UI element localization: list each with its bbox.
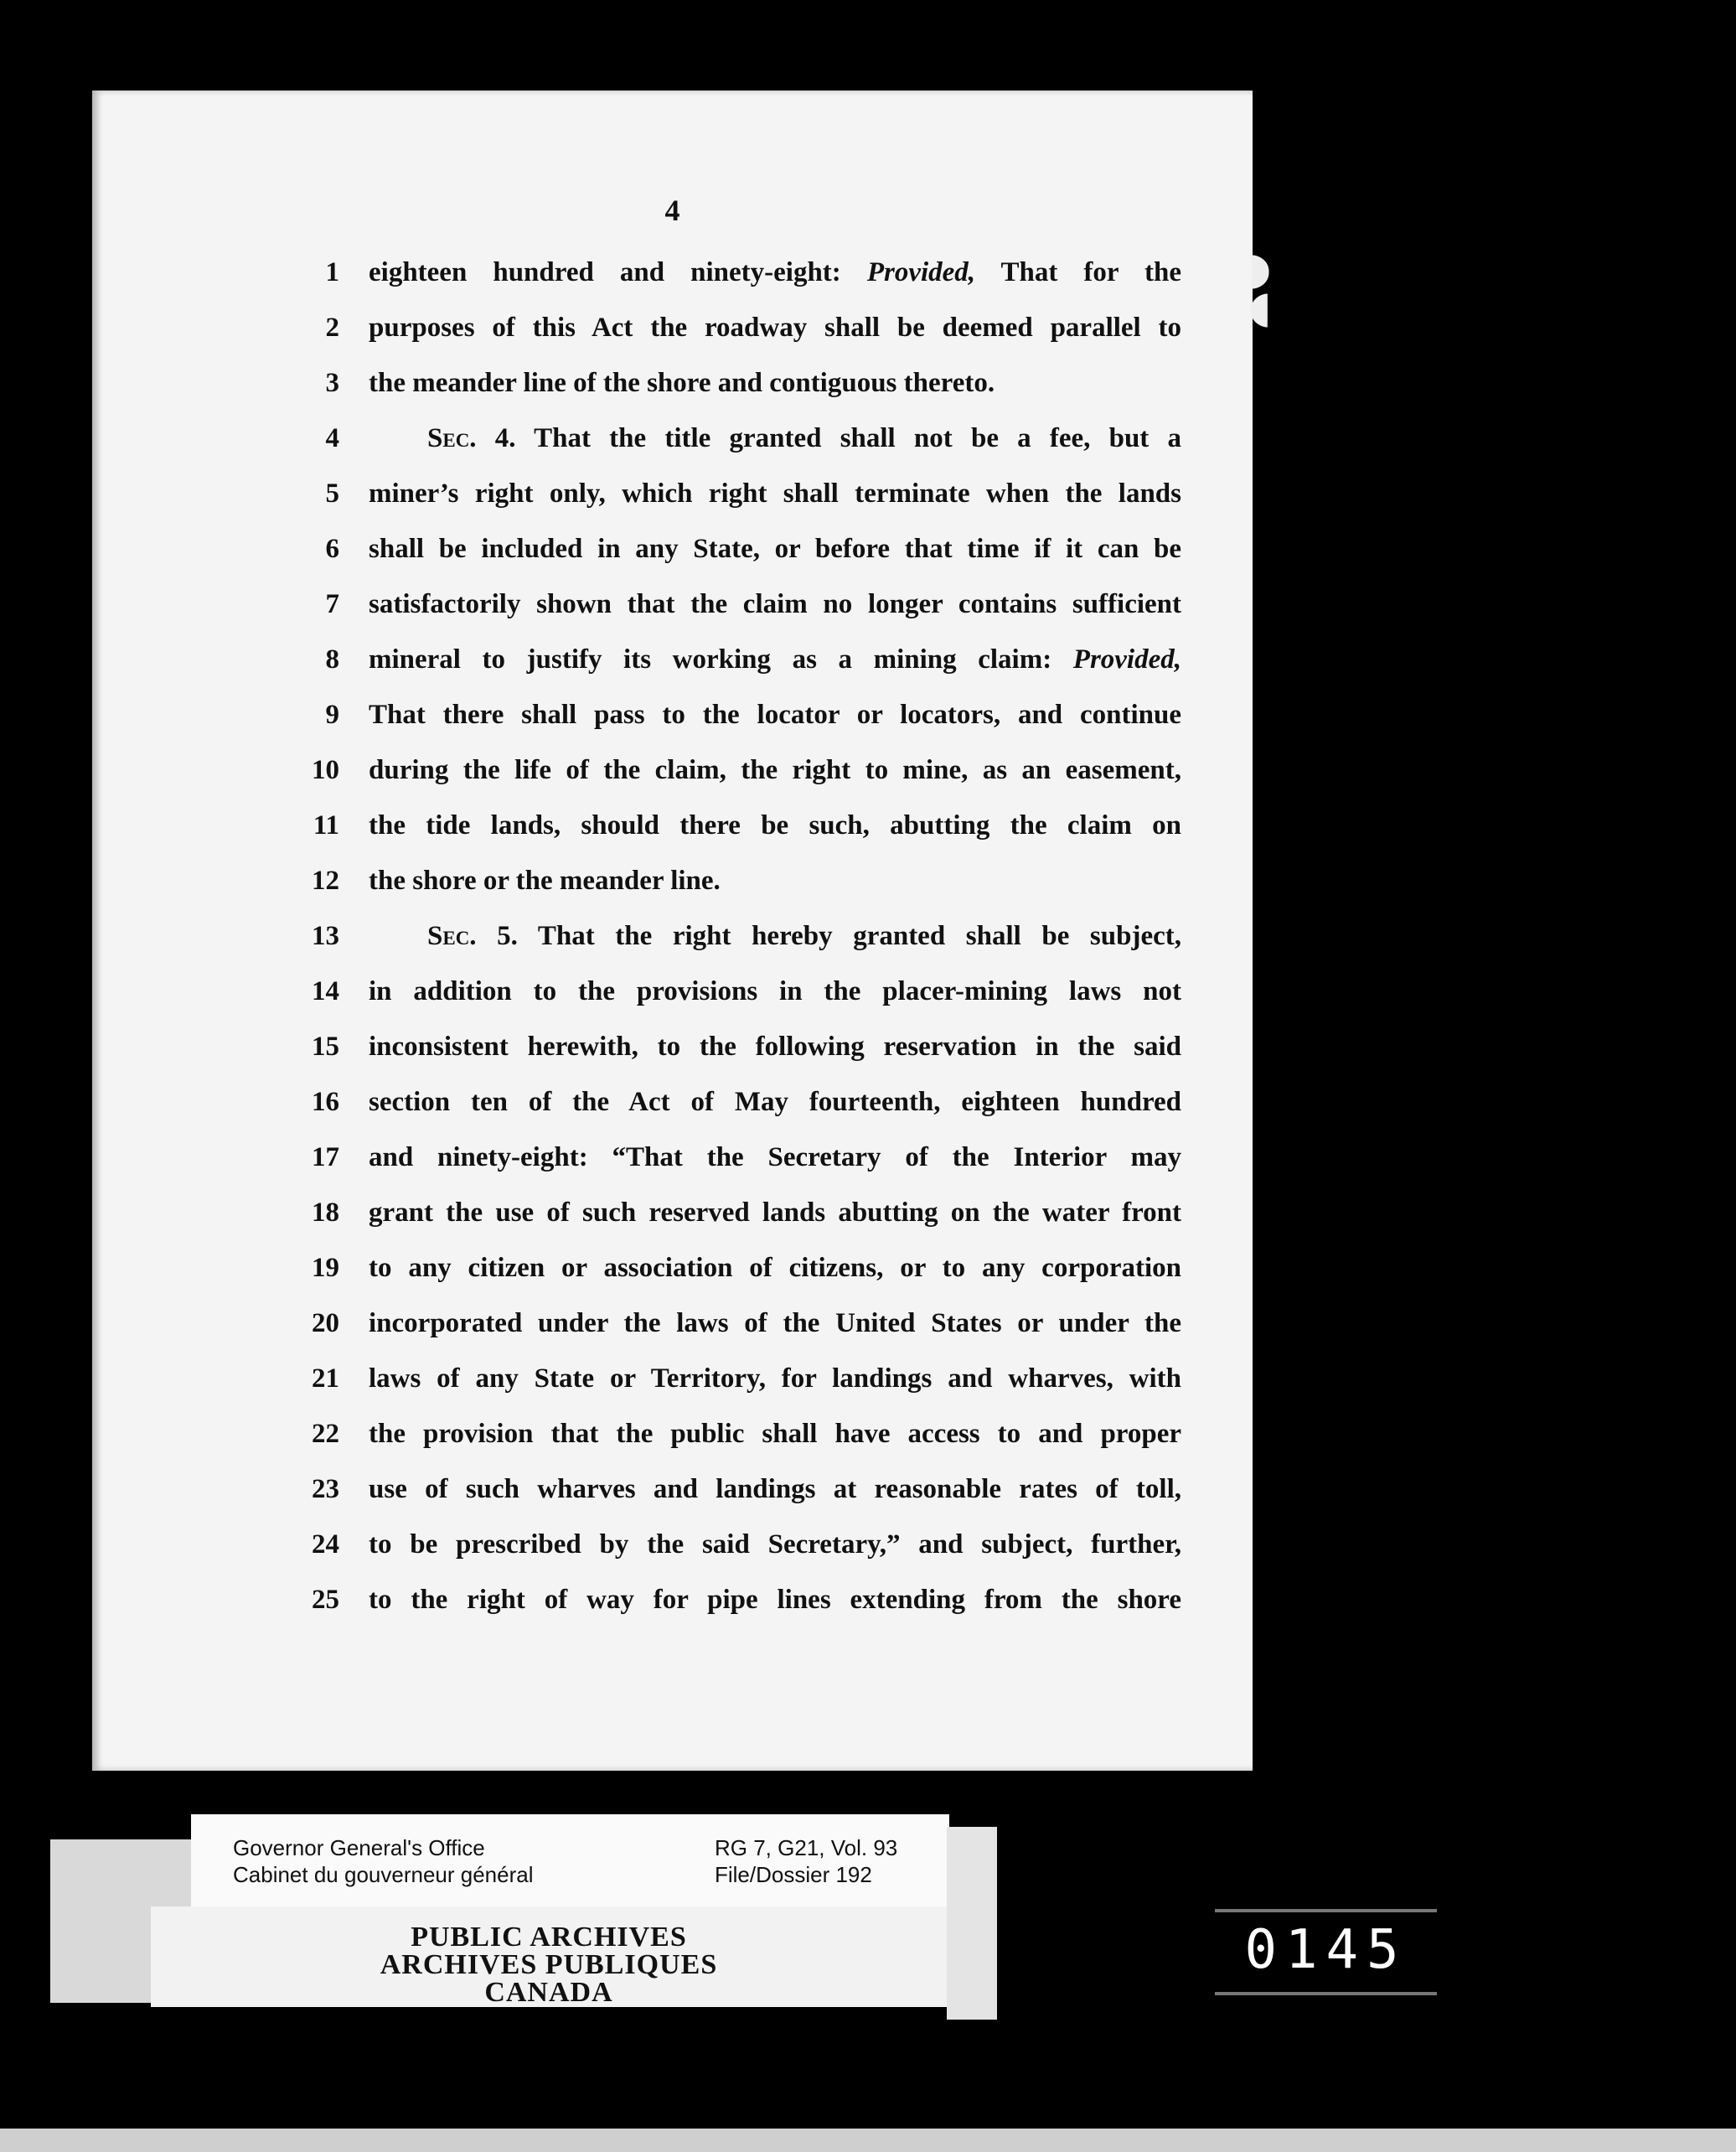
line-segment: grant the use of such reserved lands abutting on the water front: [369, 1198, 1181, 1228]
line-text: [369, 577, 1181, 632]
line-number: 4: [325, 423, 339, 453]
line-number: 25: [312, 1585, 339, 1615]
line-text: [369, 632, 1181, 687]
stamp-line-1: PUBLIC ARCHIVES: [411, 1922, 687, 1953]
text-line: [92, 798, 1253, 853]
line-text: [369, 1517, 1181, 1572]
line-number: 19: [312, 1253, 339, 1283]
line-number: 15: [312, 1032, 339, 1062]
line-text: [369, 798, 1181, 853]
line-segment: and ninety-eight: “That the Secretary of the Interior may: [369, 1142, 1181, 1172]
text-line: [92, 466, 1253, 521]
stamp-line-2: ARCHIVES PUBLIQUES: [380, 1949, 718, 1980]
line-text: [369, 411, 1181, 466]
line-text: [369, 300, 1181, 355]
corner-marks: [1248, 244, 1272, 333]
line-text: [369, 1461, 1181, 1517]
line-segment: eighteen hundred and ninety-eight:: [369, 257, 867, 287]
line-number: 20: [312, 1308, 339, 1338]
line-segment: Sec.: [427, 921, 477, 951]
text-line: [92, 964, 1253, 1019]
text-line: [92, 1517, 1253, 1572]
line-text: [369, 1074, 1181, 1130]
line-number: 14: [312, 976, 339, 1006]
line-segment: use of such wharves and landings at reasonable rates of toll,: [369, 1474, 1181, 1504]
text-line: [92, 1461, 1253, 1517]
text-line: [92, 632, 1253, 687]
corner-mark-glyph: ◖: [1248, 282, 1272, 333]
line-number: 3: [325, 368, 339, 398]
text-line: [92, 853, 1253, 908]
text-line: [92, 687, 1253, 742]
line-segment: the shore or the meander line.: [369, 866, 721, 896]
line-segment: Sec.: [427, 423, 477, 453]
line-segment: satisfactorily shown that the claim no longer contains sufficient: [369, 589, 1181, 619]
text-line: [92, 742, 1253, 798]
line-segment: 4. That the title granted shall not be a fee, but a: [476, 423, 1181, 453]
line-number: 10: [312, 755, 339, 785]
line-text: [369, 1406, 1181, 1461]
line-text: [369, 355, 1181, 411]
line-text: [369, 742, 1181, 798]
line-text: [369, 964, 1181, 1019]
line-text: [369, 908, 1181, 964]
line-number: 17: [312, 1142, 339, 1172]
text-line: [92, 1572, 1253, 1627]
text-line: [92, 300, 1253, 355]
line-segment: laws of any State or Territory, for landings and wharves, with: [369, 1363, 1181, 1394]
stamp-line-3: CANADA: [484, 1977, 613, 2008]
line-segment: Provided,: [866, 257, 976, 287]
line-text: [369, 1185, 1181, 1240]
line-segment: to be prescribed by the said Secretary,” and subject, further,: [369, 1529, 1181, 1560]
line-segment: to any citizen or association of citizens, or to any corporation: [369, 1253, 1181, 1283]
line-text: [369, 1351, 1181, 1406]
line-segment: shall be included in any State, or before that time if it can be: [369, 534, 1181, 564]
line-number: 1: [325, 257, 339, 287]
text-line: [92, 1074, 1253, 1130]
line-number: 21: [312, 1363, 339, 1394]
text-line: [92, 1240, 1253, 1296]
line-number: 6: [325, 534, 339, 564]
line-segment: Provided,: [1072, 644, 1181, 675]
line-segment: 5. That the right hereby granted shall be subject,: [476, 921, 1181, 951]
text-line: [92, 1185, 1253, 1240]
frame-number: 0145: [1244, 1919, 1408, 1981]
line-text: [369, 687, 1181, 742]
document-page: [92, 91, 1272, 1771]
line-segment: during the life of the claim, the right to mine, as an easement,: [369, 755, 1181, 785]
office-english: Governor General's Office: [233, 1835, 485, 1860]
text-line: [92, 1019, 1253, 1074]
label-edge: [947, 1827, 997, 2020]
line-text: [369, 1296, 1181, 1351]
line-number: 8: [325, 644, 339, 675]
line-number: 9: [325, 700, 339, 730]
line-number: 11: [313, 810, 339, 841]
line-text: [369, 521, 1181, 577]
office-french: Cabinet du gouverneur général: [233, 1862, 534, 1887]
archives-stamp-text: [151, 1923, 947, 2006]
text-line: [92, 908, 1253, 964]
line-number: 24: [312, 1529, 339, 1560]
line-text: [369, 1240, 1181, 1296]
corner-mark-glyph: ◗: [1248, 244, 1272, 294]
line-text: [369, 245, 1181, 300]
archive-label-office: [233, 1834, 533, 1888]
line-text: [369, 1572, 1181, 1627]
text-line: [92, 577, 1253, 632]
text-line: [92, 1351, 1253, 1406]
line-text: [369, 1130, 1181, 1185]
text-line: [92, 521, 1253, 577]
line-number: 16: [312, 1087, 339, 1117]
line-number: 22: [312, 1419, 339, 1449]
line-number: 23: [312, 1474, 339, 1504]
line-segment: That for the: [975, 257, 1181, 287]
line-segment: inconsistent herewith, to the following reservation in the said: [369, 1032, 1181, 1062]
line-segment: in addition to the provisions in the placer-mining laws not: [369, 976, 1181, 1006]
line-text: [369, 853, 1181, 908]
line-number: 12: [312, 866, 339, 896]
line-segment: That there shall pass to the locator or locators, and continue: [369, 700, 1181, 730]
text-line: [92, 1406, 1253, 1461]
page-number: 4: [664, 194, 680, 227]
archive-label: [191, 1814, 949, 1906]
line-number: 5: [325, 479, 339, 509]
archive-label-reference: [715, 1834, 897, 1888]
frame-counter: [1215, 1909, 1437, 1995]
line-segment: section ten of the Act of May fourteenth, eighteen hundred: [369, 1087, 1181, 1117]
line-segment: incorporated under the laws of the United States or under the: [369, 1308, 1181, 1338]
line-number: 13: [312, 921, 339, 951]
line-segment: the provision that the public shall have access to and proper: [369, 1419, 1181, 1449]
film-edge-strip: [0, 2129, 1736, 2152]
text-line: [92, 355, 1253, 411]
line-segment: miner’s right only, which right shall terminate when the lands: [369, 479, 1181, 509]
record-group: RG 7, G21, Vol. 93: [715, 1835, 898, 1860]
text-line: [92, 245, 1253, 300]
line-segment: the tide lands, should there be such, abutting the claim on: [369, 810, 1181, 841]
line-segment: purposes of this Act the roadway shall be deemed parallel to: [369, 313, 1181, 343]
line-text: [369, 1019, 1181, 1074]
line-number: 2: [325, 313, 339, 343]
line-text: [369, 466, 1181, 521]
archives-stamp: [151, 1906, 947, 2007]
line-segment: the meander line of the shore and contiguous thereto.: [369, 368, 995, 398]
file-number: File/Dossier 192: [715, 1862, 872, 1887]
text-line: [92, 1296, 1253, 1351]
line-segment: mineral to justify its working as a mining claim:: [369, 644, 1073, 675]
text-line: [92, 411, 1253, 466]
line-segment: to the right of way for pipe lines extending from the shore: [369, 1585, 1181, 1615]
text-line: [92, 1130, 1253, 1185]
line-number: 7: [325, 589, 339, 619]
line-number: 18: [312, 1198, 339, 1228]
